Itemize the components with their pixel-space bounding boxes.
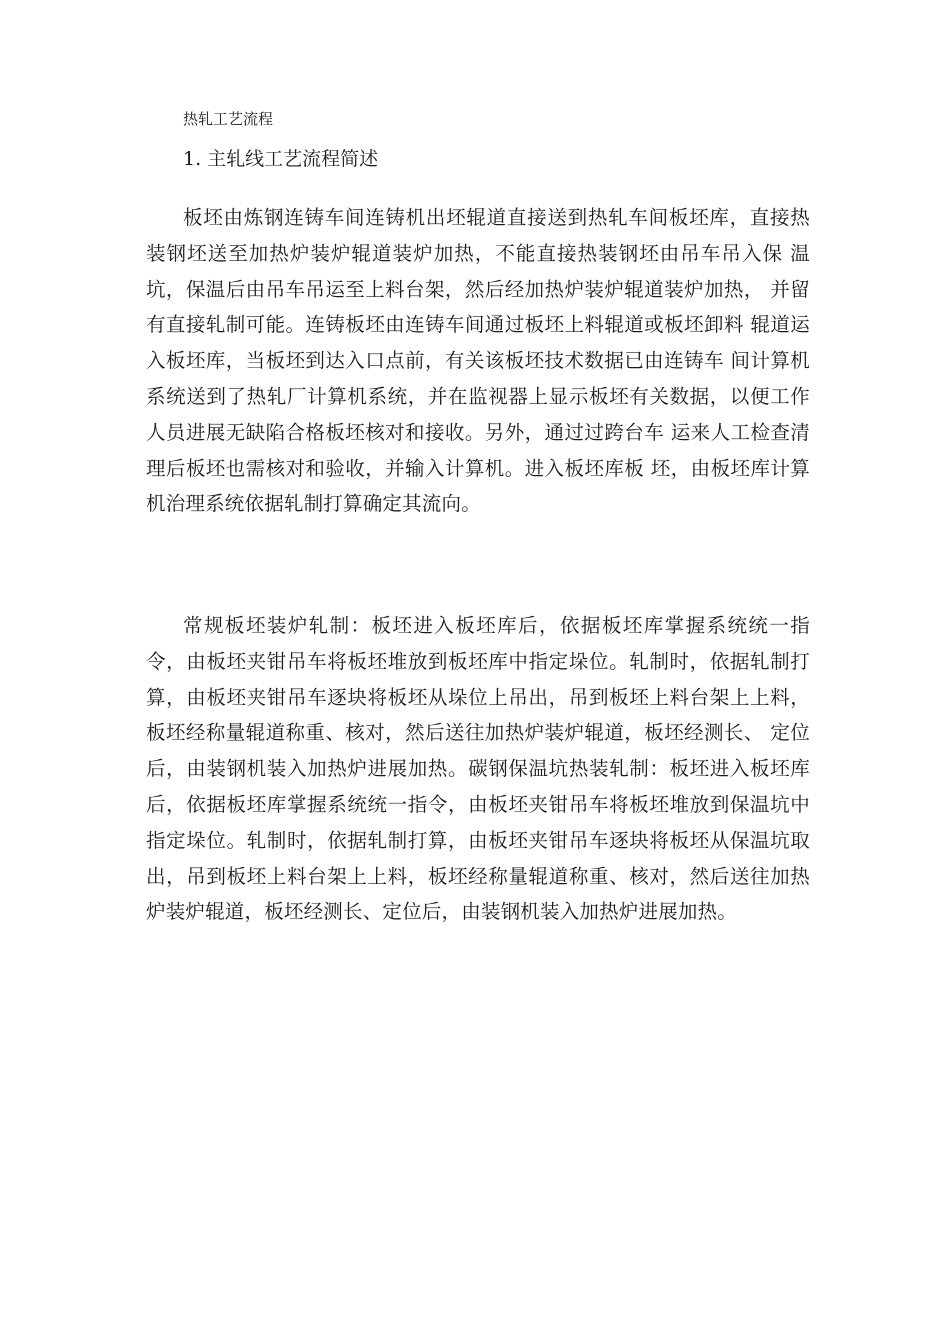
section-heading: 1. 主轧线工艺流程简述 <box>183 148 379 170</box>
document-title: 热轧工艺流程 <box>183 110 274 128</box>
body-paragraph-1: 板坯由炼钢连铸车间连铸机出坯辊道直接送到热轧车间板坯库，直接热装钢坯送至加热炉装炉辊道装炉加热，不能直接热装钢坯由吊车吊入保 温坑，保温后由吊车吊运至上料台架，然后经加热炉装炉辊道装炉加热， 并留有直接轧制可能。连铸板坯由连铸车间通过板坯上料辊道或板坯卸料 辊道运入板坯库，当板坯到达入口点前，有关该板坯技术数据已由连铸车 间计算机系统送到了热轧厂计算机系统，并在监视器上显示板坯有关数据，以便工作人员进展无缺陷合格板坯核对和接收。另外，通过过跨台车 运来人工检查清理后板坯也需核对和验收，并输入计算机。进入板坯库板 坯，由板坯库计算机治理系统依据轧制打算确定其流向。 <box>146 206 810 516</box>
body-paragraph-2: 常规板坯装炉轧制：板坯进入板坯库后，依据板坯库掌握系统统一指令，由板坯夹钳吊车将板坯堆放到板坯库中指定垛位。轧制时，依据轧制打算，由板坯夹钳吊车逐块将板坯从垛位上吊出，吊到板坯上料台架上上料，板坯经称量辊道称重、核对，然后送往加热炉装炉辊道，板坯经测长、 定位后，由装钢机装入加热炉进展加热。碳钢保温坑热装轧制：板坯进入板坯库后，依据板坯库掌握系统统一指令，由板坯夹钳吊车将板坯堆放到保温坑中指定垛位。轧制时，依据轧制打算，由板坯夹钳吊车逐块将板坯从保温坑取出，吊到板坯上料台架上上料，板坯经称量辊道称重、核对，然后送往加热炉装炉辊道，板坯经测长、定位后，由装钢机装入加热炉进展加热。 <box>146 614 810 924</box>
